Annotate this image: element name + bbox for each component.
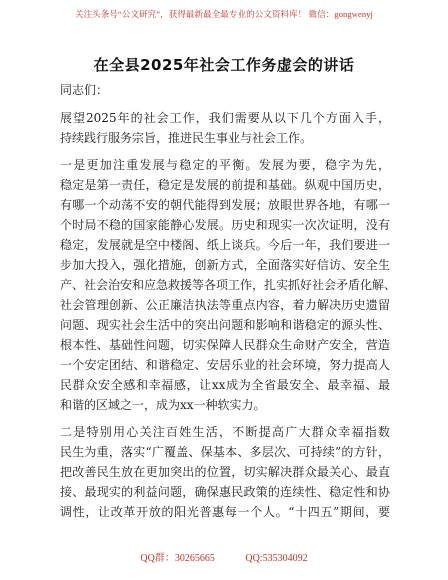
text-line: 有哪一个动荡不安的朝代能得到发展；放眼世界各地，有哪一 xyxy=(60,198,390,212)
text-line: 二是特别用心关注百姓生活，不断提高广大群众幸福指数 xyxy=(60,425,390,439)
text-line: 稳定，发展就是空中楼阁、纸上谈兵。今后一年，我们要进一 xyxy=(60,238,390,252)
footer-qq-group: QQ群：30265665 xyxy=(140,553,215,564)
header-banner: 关注头条号“公文研究”，获得最新最全最专业的公文资料库！ 微信：gongwenyj xyxy=(74,9,374,19)
document-body xyxy=(60,80,397,529)
text-line: 和谐的区域之一，成为xx一种软实力。 xyxy=(60,398,266,412)
paragraph-2 xyxy=(60,155,397,415)
text-line: 展望2025年的社会工作，我们需要从以下几个方面入手， xyxy=(60,111,390,125)
text-line: 步加大投入，强化措施，创新方式，全面落实好信访、安全生 xyxy=(60,258,390,272)
text-line: 持续践行服务宗旨，推进民生事业与社会工作。 xyxy=(60,131,313,145)
paragraph-3 xyxy=(60,422,390,522)
text-line: 个时局不稳的国家能静心发展。历史和现实一次次证明，没有 xyxy=(60,218,390,232)
text-line: 民群众安全感和幸福感，让xx成为全省最安全、最幸福、最 xyxy=(60,378,390,392)
salutation: 同志们： xyxy=(60,83,109,97)
text-line: 民生为重，落实“广覆盖、保基本、多层次、可持续”的方针， xyxy=(60,445,390,459)
page-title: 在全县2025年社会工作务虚会的讲话 xyxy=(93,56,355,74)
text-line: 调性，让改革开放的阳光普惠每一个人。“十四五”期间，要 xyxy=(60,505,390,519)
text-line: 问题、现实社会生活中的突出问题和影响和谐稳定的源头性、 xyxy=(60,318,390,332)
footer xyxy=(0,549,448,564)
footer-qq-contact: QQ:535304092 xyxy=(245,553,308,564)
paragraph-1 xyxy=(60,108,390,148)
text-line: 根本性、基础性问题，切实保障人民群众生命财产安全，营造 xyxy=(60,338,390,352)
text-line: 接、最现实的利益问题，确保惠民政策的连续性、稳定性和协 xyxy=(60,485,390,499)
text-line: 稳定是第一责任，稳定是发展的前提和基础。纵观中国历史， xyxy=(60,178,390,192)
text-line: 产、社会治安和应急救援等各项工作，扎实抓好社会矛盾化解、 xyxy=(60,278,397,292)
text-line: 一是更加注重发展与稳定的平衡。发展为要，稳字为先， xyxy=(60,158,390,172)
text-line: 社会管理创新、公正廉洁执法等重点内容，着力解决历史遗留 xyxy=(60,298,390,312)
text-line: 一个安定团结、和谐稳定、安居乐业的社会环境，努力提高人 xyxy=(60,358,390,372)
text-line: 把改善民生放在更加突出的位置，切实解决群众最关心、最直 xyxy=(60,465,390,479)
